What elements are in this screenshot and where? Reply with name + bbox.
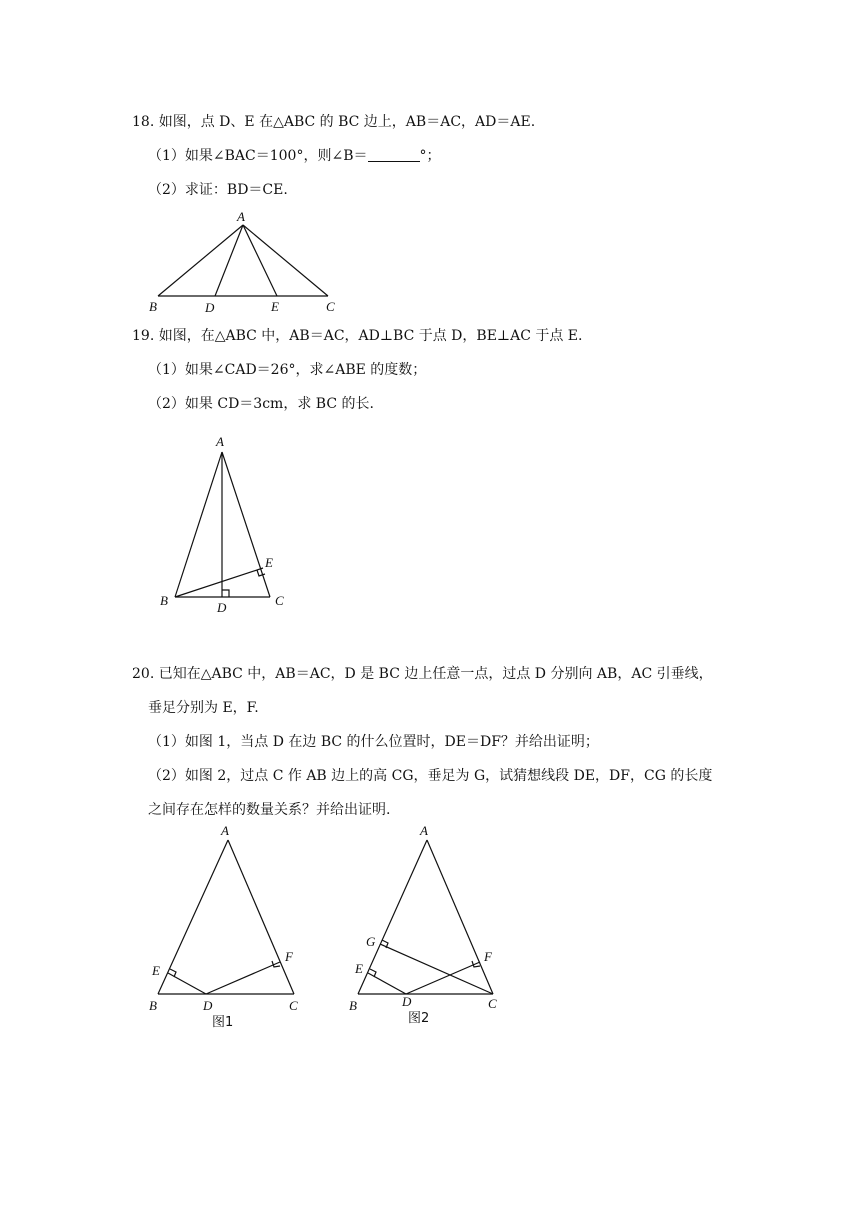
fig2-label-d: D [402, 994, 412, 1009]
fig1-label-a: A [221, 823, 229, 838]
fig1-label-b: B [149, 998, 157, 1013]
fig2-label-g: G [366, 934, 376, 949]
q20-part1: （1）如图 1，当点 D 在边 BC 的什么位置时，DE＝DF？并给出证明； [148, 734, 599, 750]
fig1-caption: 图1 [212, 1015, 234, 1030]
q19-number: 19. [132, 328, 155, 344]
q18-part1-text: （1）如果∠BAC＝100°，则∠B＝ [148, 148, 368, 164]
q18-label-c: C [326, 299, 335, 314]
q18-label-b: B [149, 299, 157, 314]
q18-label-e: E [271, 299, 279, 314]
q18-part1-tail: °； [419, 148, 441, 164]
q19-part1: （1）如果∠CAD＝26°，求∠ABE 的度数； [148, 362, 427, 378]
fig2-label-e: E [355, 961, 363, 976]
q19-label-e: E [265, 555, 273, 570]
q20-part2-line2: 之间存在怎样的数量关系？并给出证明. [148, 802, 391, 818]
q18-label-d: D [205, 300, 215, 315]
q20-part2: （2）如图 2，过点 C 作 AB 边上的高 CG，垂足为 G，试猜想线段 DE，DF，CG 的长度 [148, 768, 713, 784]
q20-number: 20. [132, 666, 155, 682]
q19-label-c: C [275, 593, 284, 608]
q18-stem-text: 如图，点 D、E 在△ABC 的 BC 边上，AB＝AC，AD＝AE. [158, 114, 536, 130]
q19-label-b: B [160, 593, 168, 608]
fig1-label-f: F [285, 949, 293, 964]
fig1-label-e: E [152, 963, 160, 978]
q18-label-a: A [237, 209, 245, 224]
q19-part2: （2）如果 CD＝3cm，求 BC 的长. [148, 396, 374, 412]
q18-number: 18. [132, 114, 155, 130]
fig2-label-a: A [420, 823, 428, 838]
fig1-label-d: D [203, 998, 213, 1013]
fig2-label-f: F [484, 949, 492, 964]
q20-stem-line2: 垂足分别为 E，F. [148, 700, 259, 716]
q20-stem-text: 已知在△ABC 中，AB＝AC，D 是 BC 边上任意一点，过点 D 分别向 AB，AC 引垂线， [158, 666, 713, 682]
q19-label-d: D [217, 600, 227, 615]
fig2-caption: 图2 [408, 1011, 430, 1026]
fig2-label-c: C [488, 996, 497, 1011]
q19-stem-text: 如图，在△ABC 中，AB＝AC，AD⊥BC 于点 D，BE⊥AC 于点 E. [158, 328, 583, 344]
q18-part2: （2）求证：BD＝CE. [148, 182, 288, 198]
q19-label-a: A [216, 434, 224, 449]
fig2-label-b: B [349, 998, 357, 1013]
fig1-label-c: C [289, 998, 298, 1013]
